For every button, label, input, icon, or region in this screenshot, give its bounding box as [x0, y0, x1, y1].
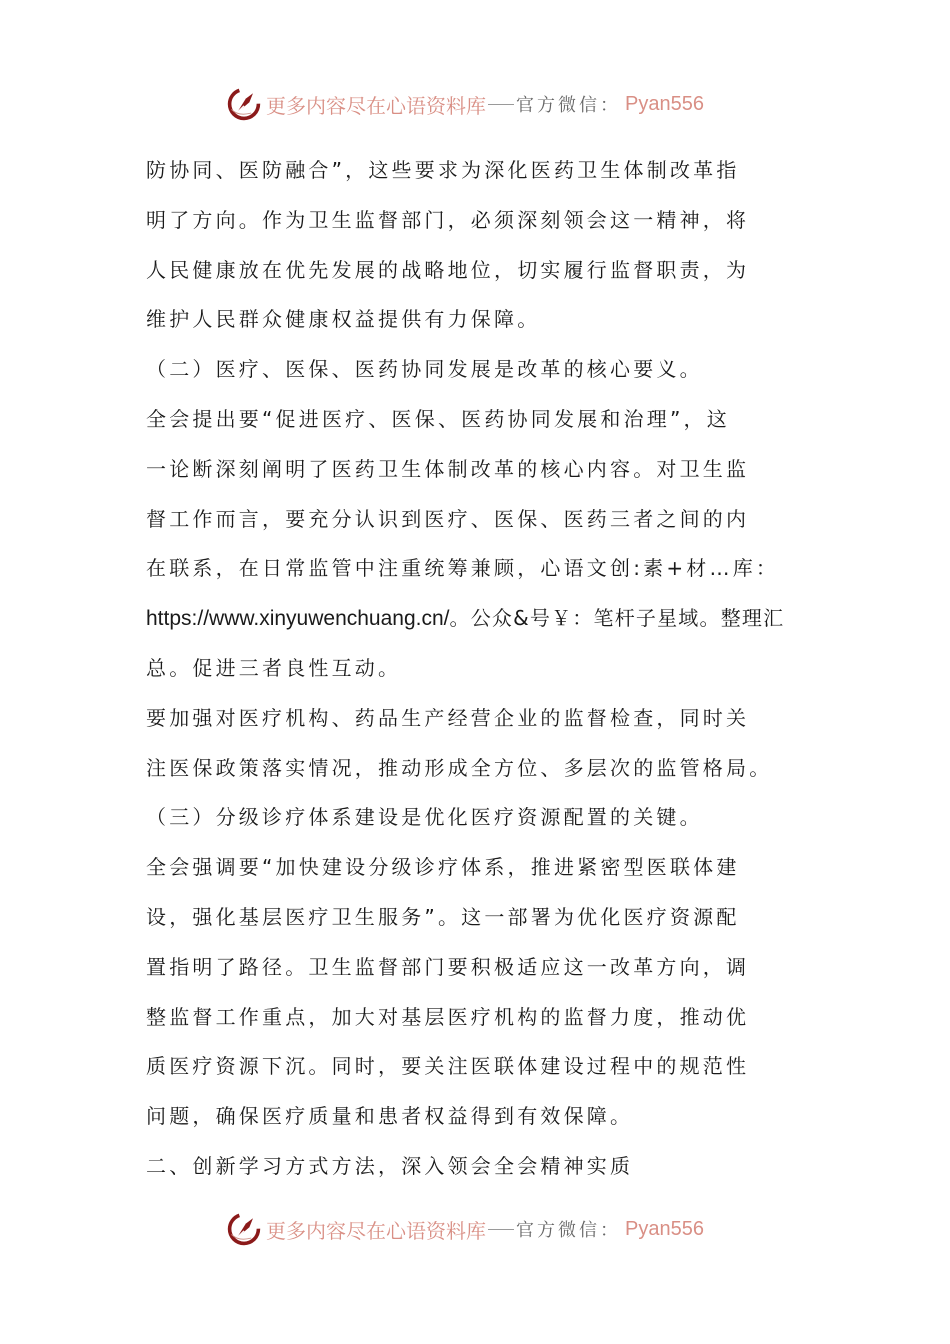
text-line: 置指明了路径。卫生监督部门要积极适应这一改革方向，调 [146, 954, 750, 979]
text-line: 全会提出要“促进医疗、医保、医药协同发展和治理”，这 [146, 406, 730, 431]
text-line: 注医保政策落实情况，推动形成全方位、多层次的监管格局。 [146, 755, 773, 780]
text-line: 明了方向。作为卫生监督部门，必须深刻领会这一精神，将 [146, 207, 750, 232]
section-heading: 二、创新学习方式方法，深入领会全会精神实质 [146, 1153, 634, 1178]
quill-pen-logo-icon [226, 86, 262, 122]
section-heading: （三）分级诊疗体系建设是优化医疗资源配置的关键。 [146, 805, 703, 830]
banner-main-text: 更多内容尽在心语资料库 [266, 93, 486, 118]
text-line: 在联系，在日常监管中注重统筹兼顾，心语文创:素+材…库： [146, 556, 780, 581]
url-line-rest: 。公众&号￥：笔杆子星域。整理汇 [449, 606, 785, 631]
text-line: 整监督工作重点，加大对基层医疗机构的监督力度，推动优 [146, 1004, 750, 1029]
banner-wechat-label: 官方微信： [516, 95, 621, 116]
text-line: 总。促进三者良性互动。 [146, 655, 402, 680]
quill-pen-logo-icon [226, 1211, 262, 1247]
text-line: 人民健康放在优先发展的战略地位，切实履行监督职责，为 [146, 257, 750, 282]
text-line: 防协同、医防融合”，这些要求为深化医药卫生体制改革指 [146, 158, 740, 182]
text-line: 质医疗资源下沉。同时，要关注医联体建设过程中的规范性 [146, 1054, 750, 1079]
text-line: 全会强调要“加快建设分级诊疗体系，推进紧密型医联体建 [146, 855, 740, 880]
banner-wechat-id: Pyan556 [625, 1217, 704, 1240]
footer-banner [226, 1209, 704, 1249]
section-heading: （二）医疗、医保、医药协同发展是改革的核心要义。 [146, 357, 703, 382]
banner-wechat-id: Pyan556 [625, 92, 704, 115]
header-banner [226, 84, 704, 124]
text-line: 设，强化基层医疗卫生服务”。这一部署为优化医疗资源配 [146, 904, 740, 929]
document-body [146, 150, 826, 1196]
text-line: 一论断深刻阐明了医药卫生体制改革的核心内容。对卫生监 [146, 456, 750, 481]
text-line: 督工作而言，要充分认识到医疗、医保、医药三者之间的内 [146, 506, 750, 531]
text-line-url [146, 598, 826, 648]
banner-wechat-label: 官方微信： [516, 1220, 621, 1241]
text-line: 问题，确保医疗质量和患者权益得到有效保障。 [146, 1104, 634, 1129]
text-line: 维护人民群众健康权益提供有力保障。 [146, 307, 541, 332]
banner-dash [488, 1229, 514, 1230]
website-url: https://www.xinyuwenchuang.cn/ [146, 607, 450, 631]
banner-main-text: 更多内容尽在心语资料库 [266, 1218, 486, 1243]
text-line: 要加强对医疗机构、药品生产经营企业的监督检查，同时关 [146, 705, 750, 730]
banner-dash [488, 104, 514, 105]
